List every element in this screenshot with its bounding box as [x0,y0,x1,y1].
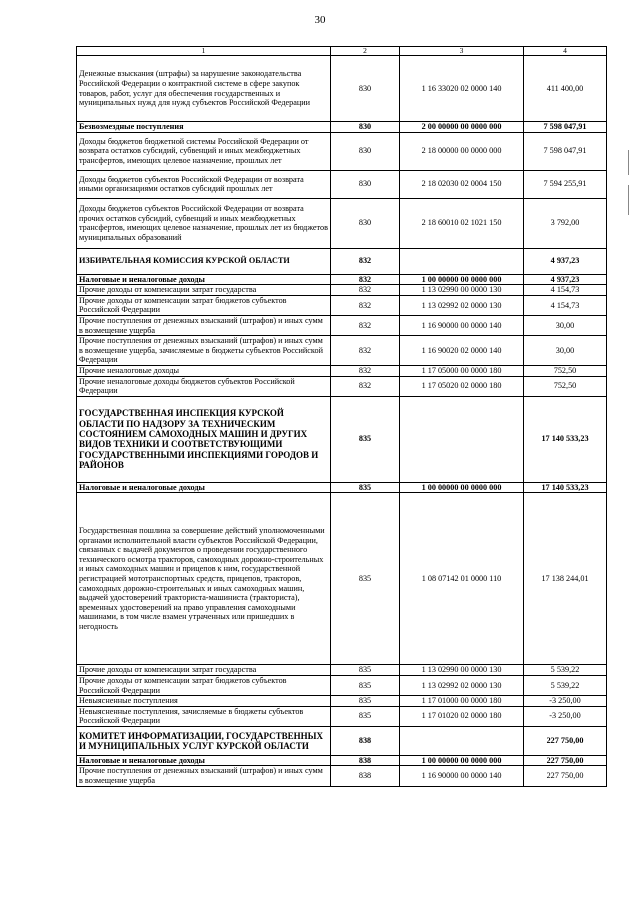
table-row [77,493,607,665]
row-amount-cell: 4 154,73 [524,285,607,296]
table-row [77,482,607,493]
row-code-cell: 838 [331,766,400,786]
row-name-cell: Прочие доходы от компенсации затрат государства [77,285,331,296]
row-name-cell: Прочие поступления от денежных взысканий (штрафов) и иных сумм в возмещение ущерба, зачисляемые в бюджеты субъектов Российской Федерации [77,336,331,366]
row-name-cell: ИЗБИРАТЕЛЬНАЯ КОМИССИЯ КУРСКОЙ ОБЛАСТИ [77,248,331,274]
row-amount-cell: 227 750,00 [524,726,607,755]
row-code-cell: 835 [331,696,400,707]
row-amount-cell: 17 140 533,23 [524,396,607,482]
table-row [77,248,607,274]
row-kbk-cell: 2 18 60010 02 1021 150 [400,198,524,248]
row-code-cell: 832 [331,248,400,274]
row-code-cell: 832 [331,315,400,335]
row-kbk-cell [400,396,524,482]
row-name-cell: Прочие неналоговые доходы [77,365,331,376]
row-name-cell: Прочие доходы от компенсации затрат государства [77,665,331,676]
row-name-cell: Доходы бюджетов субъектов Российской Федерации от возврата иными организациями остатков субсидий прошлых лет [77,170,331,198]
row-name-cell: Прочие неналоговые доходы бюджетов субъектов Российской Федерации [77,376,331,396]
row-amount-cell: 4 937,23 [524,274,607,285]
row-code-cell: 835 [331,665,400,676]
row-code-cell: 832 [331,376,400,396]
row-amount-cell: 227 750,00 [524,755,607,766]
row-amount-cell: 5 539,22 [524,665,607,676]
table-row [77,726,607,755]
page-number: 30 [314,14,326,26]
row-name-cell: Прочие поступления от денежных взысканий (штрафов) и иных сумм в возмещение ущерба [77,766,331,786]
row-name-cell: ГОСУДАРСТВЕННАЯ ИНСПЕКЦИЯ КУРСКОЙ ОБЛАСТИ ПО НАДЗОРУ ЗА ТЕХНИЧЕСКИМ СОСТОЯНИЕМ САМОХОДНЫХ МАШИН И ДРУГИХ ВИДОВ ТЕХНИКИ И СООТВЕТСТВУЮЩИМИ ГОСУДАРСТВЕННЫМИ ИНСПЕКЦИЯМИ ГОРОДОВ И РАЙОНОВ [77,396,331,482]
row-kbk-cell: 1 17 05020 02 0000 180 [400,376,524,396]
table-row [77,56,607,122]
row-kbk-cell: 1 17 01020 02 0000 180 [400,706,524,726]
row-amount-cell: 4 154,73 [524,295,607,315]
table-header-row [77,47,607,56]
row-name-cell: Невыясненные поступления, зачисляемые в бюджеты субъектов Российской Федерации [77,706,331,726]
row-amount-cell: 17 138 244,01 [524,493,607,665]
table-row [77,696,607,707]
row-kbk-cell: 1 16 90000 00 0000 140 [400,315,524,335]
column-header: 2 [331,47,400,56]
table-row [77,396,607,482]
row-amount-cell: 3 792,00 [524,198,607,248]
row-amount-cell: 4 937,23 [524,248,607,274]
row-name-cell: Безвозмездные поступления [77,122,331,133]
row-name-cell: Налоговые и неналоговые доходы [77,274,331,285]
row-kbk-cell: 1 13 02990 00 0000 130 [400,665,524,676]
table-row [77,122,607,133]
row-amount-cell: 227 750,00 [524,766,607,786]
row-kbk-cell: 1 00 00000 00 0000 000 [400,274,524,285]
row-code-cell: 835 [331,493,400,665]
row-code-cell: 835 [331,482,400,493]
table-row [77,295,607,315]
row-amount-cell: 752,50 [524,365,607,376]
row-amount-cell: 7 594 255,91 [524,170,607,198]
column-header: 3 [400,47,524,56]
row-name-cell: Доходы бюджетов субъектов Российской Федерации от возврата прочих остатков субсидий, субвенций и иных межбюджетных трансфертов, имеющих целевое назначение, прошлых лет из бюджетов муниципальных образований [77,198,331,248]
row-kbk-cell: 1 13 02990 00 0000 130 [400,285,524,296]
row-name-cell: Налоговые и неналоговые доходы [77,482,331,493]
row-code-cell: 830 [331,170,400,198]
row-kbk-cell [400,726,524,755]
row-kbk-cell: 2 18 02030 02 0004 150 [400,170,524,198]
row-kbk-cell [400,248,524,274]
row-amount-cell: -3 250,00 [524,696,607,707]
row-kbk-cell: 1 17 01000 00 0000 180 [400,696,524,707]
row-amount-cell: 30,00 [524,336,607,366]
row-kbk-cell: 1 08 07142 01 0000 110 [400,493,524,665]
row-amount-cell: 7 598 047,91 [524,132,607,170]
row-code-cell: 832 [331,285,400,296]
table-row [77,315,607,335]
margin-mark [628,150,629,175]
table-row [77,675,607,695]
row-name-cell: Денежные взыскания (штрафы) за нарушение законодательства Российской Федерации о контрактной системе в сфере закупок товаров, работ, услуг для обеспечения государственных и муниципальных нужд для нужд субъектов Российской Федерации [77,56,331,122]
table-row [77,376,607,396]
margin-mark [628,185,629,215]
row-amount-cell: 7 598 047,91 [524,122,607,133]
row-kbk-cell: 1 16 33020 02 0000 140 [400,56,524,122]
table-row [77,132,607,170]
table-row [77,336,607,366]
row-name-cell: Государственная пошлина за совершение действий уполномоченными органами исполнительной власти субъектов Российской Федерации, связанных с выдачей документов о проведении государственного технического осмотра тракторов, самоходных дорожно-строительных и иных самоходных машин и прицепов к ним, государственной регистрацией мототранспортных средств, прицепов, тракторов, самоходных дорожно-строительных и иных самоходных машин, выдачей удостоверений тракториста-машиниста (тракториста), временных удостоверений на право управления самоходными машинами, в том числе взамен утраченных или пришедших в негодность [77,493,331,665]
column-header: 1 [77,47,331,56]
row-kbk-cell: 2 00 00000 00 0000 000 [400,122,524,133]
row-kbk-cell: 1 16 90020 02 0000 140 [400,336,524,366]
row-amount-cell: 17 140 533,23 [524,482,607,493]
row-name-cell: Прочие поступления от денежных взысканий (штрафов) и иных сумм в возмещение ущерба [77,315,331,335]
row-kbk-cell: 1 00 00000 00 0000 000 [400,482,524,493]
row-name-cell: Налоговые и неналоговые доходы [77,755,331,766]
row-kbk-cell: 1 17 05000 00 0000 180 [400,365,524,376]
row-amount-cell: 30,00 [524,315,607,335]
row-amount-cell: -3 250,00 [524,706,607,726]
revenue-table [76,46,607,787]
row-code-cell: 830 [331,132,400,170]
table-row [77,198,607,248]
row-name-cell: Доходы бюджетов бюджетной системы Российской Федерации от возврата остатков субсидий, субвенций и иных межбюджетных трансфертов, имеющих целевое назначение, прошлых лет [77,132,331,170]
row-code-cell: 838 [331,726,400,755]
row-name-cell: Прочие доходы от компенсации затрат бюджетов субъектов Российской Федерации [77,295,331,315]
row-code-cell: 832 [331,365,400,376]
table-row [77,665,607,676]
row-kbk-cell: 1 00 00000 00 0000 000 [400,755,524,766]
row-code-cell: 832 [331,295,400,315]
row-kbk-cell: 2 18 00000 00 0000 000 [400,132,524,170]
row-code-cell: 838 [331,755,400,766]
row-name-cell: Невыясненные поступления [77,696,331,707]
table-row [77,755,607,766]
row-code-cell: 832 [331,274,400,285]
column-header: 4 [524,47,607,56]
row-amount-cell: 411 400,00 [524,56,607,122]
table-row [77,706,607,726]
row-code-cell: 830 [331,56,400,122]
table-row [77,285,607,296]
row-name-cell: Прочие доходы от компенсации затрат бюджетов субъектов Российской Федерации [77,675,331,695]
table-row [77,365,607,376]
table-row [77,766,607,786]
row-code-cell: 835 [331,675,400,695]
row-amount-cell: 5 539,22 [524,675,607,695]
row-code-cell: 835 [331,396,400,482]
row-code-cell: 832 [331,336,400,366]
row-kbk-cell: 1 13 02992 02 0000 130 [400,675,524,695]
row-amount-cell: 752,50 [524,376,607,396]
row-name-cell: КОМИТЕТ ИНФОРМАТИЗАЦИИ, ГОСУДАРСТВЕННЫХ И МУНИЦИПАЛЬНЫХ УСЛУГ КУРСКОЙ ОБЛАСТИ [77,726,331,755]
row-kbk-cell: 1 13 02992 02 0000 130 [400,295,524,315]
row-code-cell: 830 [331,122,400,133]
row-kbk-cell: 1 16 90000 00 0000 140 [400,766,524,786]
table-row [77,170,607,198]
row-code-cell: 830 [331,198,400,248]
row-code-cell: 835 [331,706,400,726]
table-row [77,274,607,285]
